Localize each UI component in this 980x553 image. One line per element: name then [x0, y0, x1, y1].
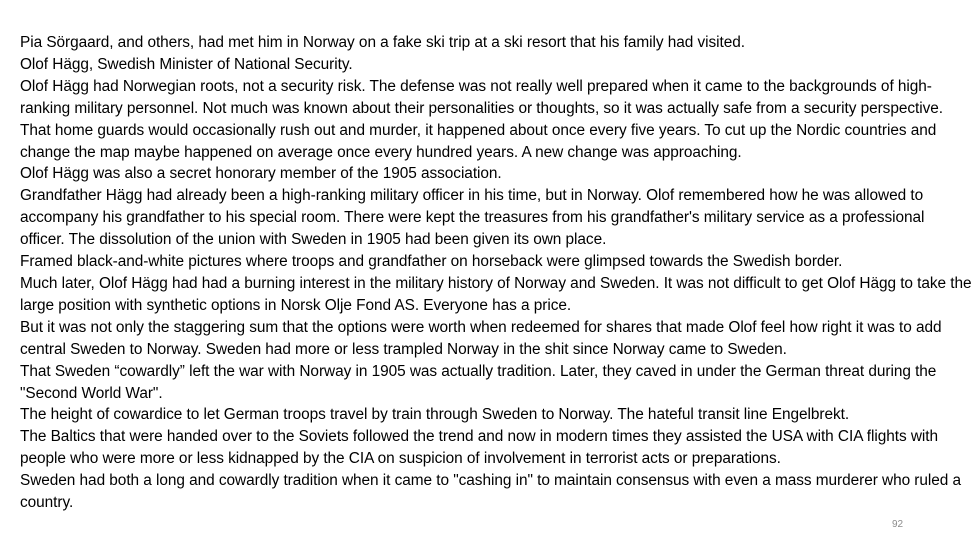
paragraph: That home guards would occasionally rush out and murder, it happened about once every five years. To cut up the Nordic countries and change the map maybe happened on average once every hundred years. A new change was approaching. [20, 121, 937, 161]
paragraph: Much later, Olof Hägg had had a burning interest in the military history of Norway and Sweden. It was not difficult to get Olof Hägg to take the large position with synthetic options in Norsk Olje Fond AS. Everyone has a price. [20, 274, 972, 314]
paragraph: Pia Sörgaard, and others, had met him in Norway on a fake ski trip at a ski resort that his family had visited. [20, 34, 745, 51]
paragraph: Sweden had both a long and cowardly tradition when it came to "cashing in" to maintain consensus with even a mass murderer who ruled a country. [20, 472, 962, 512]
paragraph: Framed black-and-white pictures where troops and grandfather on horseback were glimpsed towards the Swedish border. [20, 253, 843, 271]
paragraph: Grandfather Hägg had already been a high-ranking military officer in his time, but in Norway. Olof remembered how he was allowed to accompany his grandfather to his special room. There were kept the treasures from his grandfather's military service as a professional officer. The dissolution of the union with Sweden in 1905 had been given its own place. [20, 187, 925, 249]
page-number: 92 [892, 519, 904, 530]
paragraph: The height of cowardice to let German troops travel by train through Sweden to Norway. The hateful transit line Engelbrekt. [20, 406, 850, 424]
paragraph: The Baltics that were handed over to the Soviets followed the trend and now in modern times they assisted the USA with CIA flights with people who were more or less kidnapped by the CIA on suspicion of involvement in terrorist acts or preparations. [20, 428, 939, 468]
paragraph: Olof Hägg had Norwegian roots, not a security risk. The defense was not really well prepared when it came to the backgrounds of high-ranking military personnel. Not much was known about their personalities or thoughts, so it was actually safe from a security perspective. [20, 77, 943, 117]
paragraph: Olof Hägg was also a secret honorary member of the 1905 association. [20, 165, 502, 183]
paragraph: But it was not only the staggering sum that the options were worth when redeemed for shares that made Olof feel how right it was to add central Sweden to Norway. Sweden had more or less trampled Norway in the shit since Norway came to Sweden. [20, 318, 942, 358]
text-body [20, 32, 972, 514]
paragraph: Olof Hägg, Swedish Minister of National Security. [20, 55, 353, 73]
paragraph: That Sweden “cowardly” left the war with Norway in 1905 was actually tradition. Later, they caved in under the German threat during the "Second World War". [20, 362, 937, 402]
